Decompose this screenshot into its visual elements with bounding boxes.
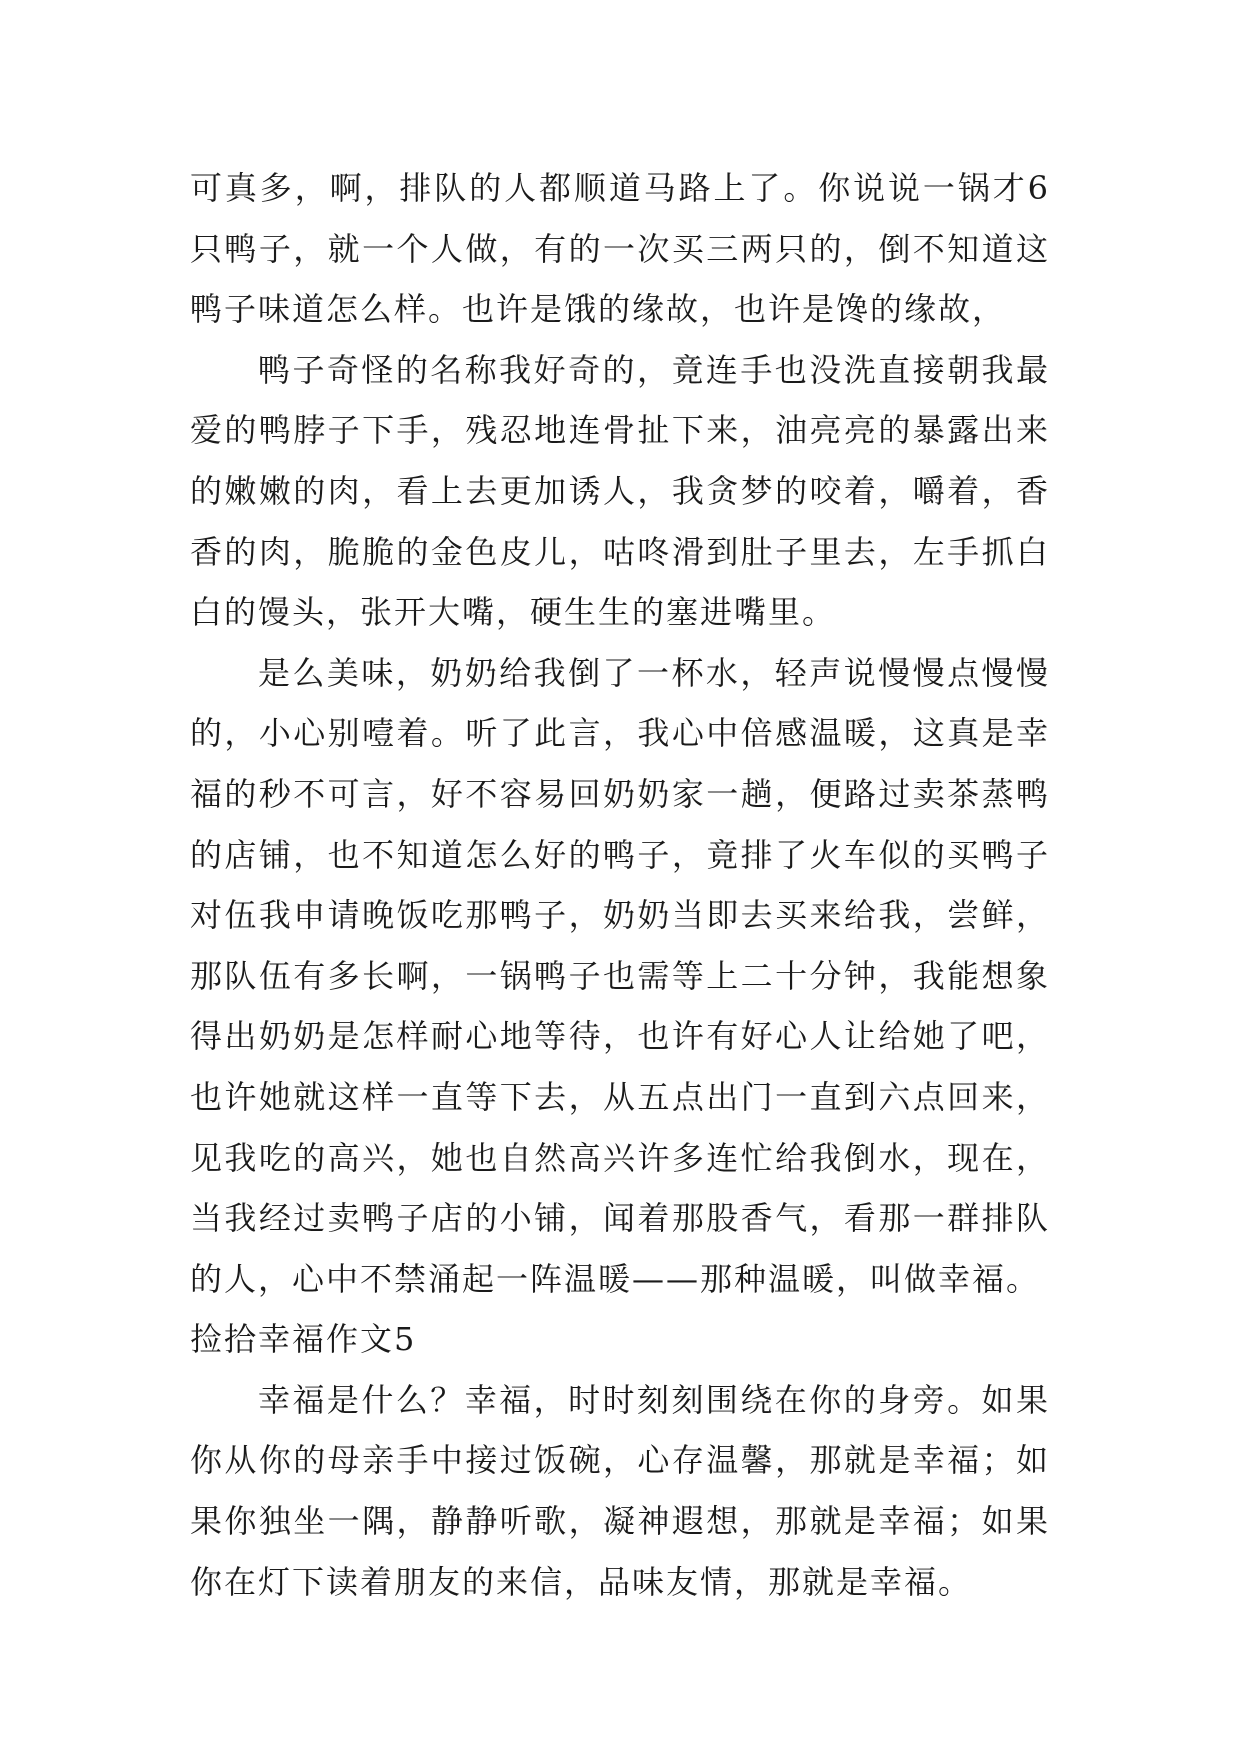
paragraph-3: 是么美味，奶奶给我倒了一杯水，轻声说慢慢点慢慢的，小心别噎着。听了此言，我心中倍感温暖，这真是幸福的秒不可言，好不容易回奶奶家一趟，便路过卖茶蒸鸭的店铺，也不知道怎么好的鸭子，竟排了火车似的买鸭子对伍我申请晚饭吃那鸭子，奶奶当即去买来给我，尝鲜，那队伍有多长啊，一锅鸭子也需等上二十分钟，我能想象得出奶奶是怎样耐心地等待，也许有好心人让给她了吧，也许她就这样一直等下去，从五点出门一直到六点回来，见我吃的高兴，她也自然高兴许多连忙给我倒水，现在，当我经过卖鸭子店的小铺，闻着那股香气，看那一群排队的人，心中不禁涌起一阵温暖——那种温暖，叫做幸福。 [190,653,1050,1298]
paragraph-2: 鸭子奇怪的名称我好奇的，竟连手也没洗直接朝我最爱的鸭脖子下手，残忍地连骨扯下来，油亮亮的暴露出来的嫩嫩的肉，看上去更加诱人，我贪梦的咬着，嚼着，香香的肉，脆脆的金色皮儿，咕咚滑到肚子里去，左手抓白白的馒头，张开大嘴，硬生生的塞进嘴里。 [190,350,1050,632]
paragraph-4: 幸福是什么？幸福，时时刻刻围绕在你的身旁。如果你从你的母亲手中接过饭碗，心存温馨，那就是幸福；如果你独坐一隅，静静听歌，凝神遐想，那就是幸福；如果你在灯下读着朋友的来信，品味友情，那就是幸福。 [190,1380,1050,1601]
document-body [190,158,1050,1612]
section-heading: 捡拾幸福作文5 [190,1320,417,1359]
paragraph-1: 可真多，啊，排队的人都顺道马路上了。你说说一锅才6只鸭子，就一个人做，有的一次买三两只的，倒不知道这鸭子味道怎么样。也许是饿的缘故，也许是馋的缘故， [190,169,1050,329]
